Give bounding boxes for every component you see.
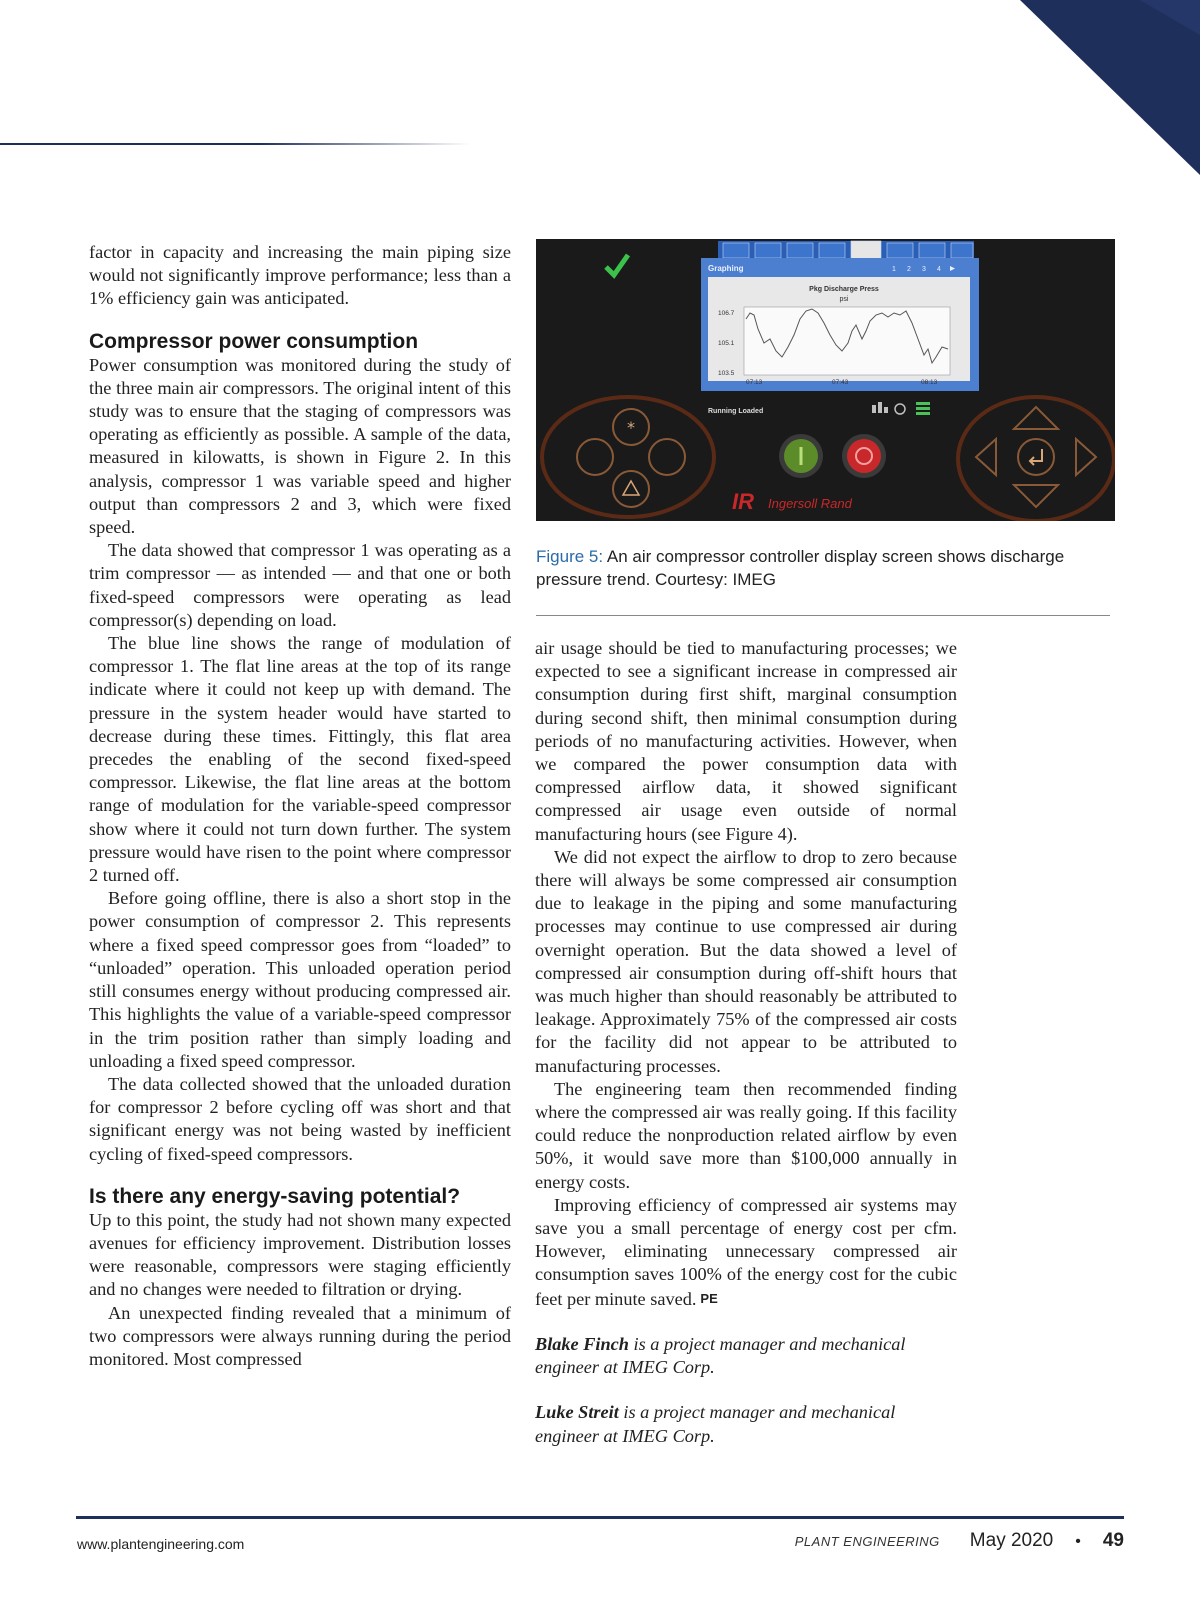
- status-text: Running Loaded: [708, 408, 764, 415]
- x-tick: 07:43: [832, 379, 849, 386]
- body-paragraph-final: [535, 1194, 957, 1311]
- figure-5-controller-photo: [536, 239, 1115, 521]
- screen-tab-bar: [718, 241, 974, 259]
- body-paragraph: The data showed that compressor 1 was operating as a trim compressor — as intended — and that one or both fixed-speed compressors were operating as lead compressor(s) depending on load.: [89, 540, 511, 630]
- body-paragraph: Up to this point, the study had not shown many expected avenues for efficiency improvement. Distribution losses were reasonable, compressors were staging efficiently and no changes were needed to filtration or drying.: [89, 1209, 511, 1300]
- body-paragraph: An unexpected finding revealed that a minimum of two compressors were always running during the period monitored. Most compressed: [89, 1302, 511, 1369]
- intro-paragraph: factor in capacity and increasing the main piping size would not significantly improve performance; less than a 1% efficiency gain was anticipated.: [89, 242, 511, 309]
- footer-info: [795, 1530, 1124, 1552]
- body-paragraph: Before going offline, there is also a short stop in the power consumption of compressor 2. This represents where a fixed speed compressor goes from “loaded” to “unloaded” operation. This unloaded operation period still consumes energy without producing compressed air. This highlights the value of a variable-speed compressor in the trim position rather than simply loading and unloading a fixed speed compressor.: [89, 888, 511, 1071]
- body-paragraph: We did not expect the airflow to drop to zero because there will always be some compressed air consumption due to leakage in the piping and some manufacturing processes may continue to use compressed air during overnight operation. But the data showed a level of compressed air consumption during off-shift hours that was much higher than should reasonably be attributed to leakage. Approximately 75% of the compressed air costs for the facility did not appear to be attributed to manufacturing processes.: [535, 846, 957, 1076]
- caption-text: An air compressor controller display screen shows discharge pressure trend. Courtesy: IMEG: [536, 547, 1065, 589]
- y-tick: 105.1: [718, 340, 735, 347]
- author-bio-finch: [535, 1333, 957, 1379]
- right-column: [535, 637, 957, 1448]
- y-tick: 106.7: [718, 310, 735, 317]
- brand-mark: IR: [732, 489, 754, 514]
- brand-name: Ingersoll Rand: [768, 496, 852, 511]
- section-heading-energy: Is there any energy-saving potential?: [89, 1184, 461, 1208]
- footer-bullet: •: [1075, 1533, 1081, 1550]
- left-column: [89, 241, 511, 1371]
- x-tick: 08:13: [921, 379, 938, 386]
- navigation-pad: [958, 397, 1114, 521]
- header-rule: [0, 143, 470, 145]
- issue-date: May 2020: [969, 1530, 1054, 1551]
- author-desc: is a project manager and mechanical engineer at IMEG Corp.: [535, 1333, 906, 1378]
- footer-url[interactable]: www.plantengineering.com: [77, 1536, 245, 1552]
- caption-divider: [536, 615, 1110, 616]
- footer-rule: [76, 1516, 1124, 1519]
- caption-label: Figure 5:: [536, 547, 604, 566]
- screen-title: Graphing: [708, 264, 744, 273]
- x-tick: 07:13: [746, 379, 763, 386]
- figure-caption: [536, 545, 1096, 591]
- page-4: 4: [937, 266, 941, 273]
- author-name: Luke Streit: [535, 1402, 619, 1423]
- body-paragraph: air usage should be tied to manufacturing processes; we expected to see a significant increase in compressed air consumption during first shift, marginal consumption during second shift, then minimal consumption during periods of no manufacturing activities. However, when we compared the power consumption data with compressed airflow data, it showed significant compressed air usage even outside of normal manufacturing hours (see Figure 4).: [535, 638, 957, 844]
- final-text: Improving efficiency of compressed air systems may save you a small percentage of energy cost per cfm. However, eliminating unnecessary compressed air consumption saves 100% of the energy cost for the cubic feet per minute saved.: [535, 1194, 957, 1309]
- y-tick: 103.5: [718, 370, 735, 377]
- body-paragraph: The engineering team then recommended finding where the compressed air was really going. If this facility could reduce the nonproduction related airflow by even 50%, it would save more than $100,000 annually in energy costs.: [535, 1078, 957, 1192]
- author-desc: is a project manager and mechanical engineer at IMEG Corp.: [535, 1402, 896, 1446]
- author-bio-streit: [535, 1401, 957, 1447]
- body-paragraph: Power consumption was monitored during the study of the three main air compressors. The original intent of this study was to ensure that the staging of compressors was operating as efficiently as possible. A sample of the data, measured in kilowatts, is shown in Figure 2. In this analysis, compressor 1 was variable speed and higher output than compressors 2 and 3, which were fixed speed.: [89, 354, 511, 538]
- page-1: 1: [892, 266, 896, 273]
- chart-unit: psi: [839, 296, 849, 303]
- chart-title: Pkg Discharge Press: [809, 286, 879, 293]
- corner-decoration: [1020, 0, 1200, 175]
- author-name: Blake Finch: [535, 1333, 629, 1354]
- page-3: 3: [922, 266, 926, 273]
- body-paragraph: The data collected showed that the unloaded duration for compressor 2 before cycling off was short and that significant energy was not being wasted by inefficient cycling of fixed-speed compressors.: [89, 1073, 511, 1164]
- page-number: 49: [1102, 1530, 1124, 1551]
- magazine-name: PLANT ENGINEERING: [794, 1534, 940, 1549]
- end-mark-logo: PE: [700, 1290, 718, 1306]
- svg-text:*: *: [627, 418, 635, 437]
- page-2: 2: [907, 266, 911, 273]
- section-heading-power: Compressor power consumption: [89, 329, 419, 353]
- body-paragraph: The blue line shows the range of modulation of compressor 1. The flat line areas at the top of its range indicate where it could not keep up with demand. The pressure in the system header would have started to decrease during these times. Fittingly, this flat area precedes the enabling of the second fixed-speed compressor. Likewise, the flat line areas at the bottom range of modulation for the variable-speed compressor show where it could not turn down further. The system pressure would have risen to the point where compressor 2 turned off.: [89, 633, 511, 886]
